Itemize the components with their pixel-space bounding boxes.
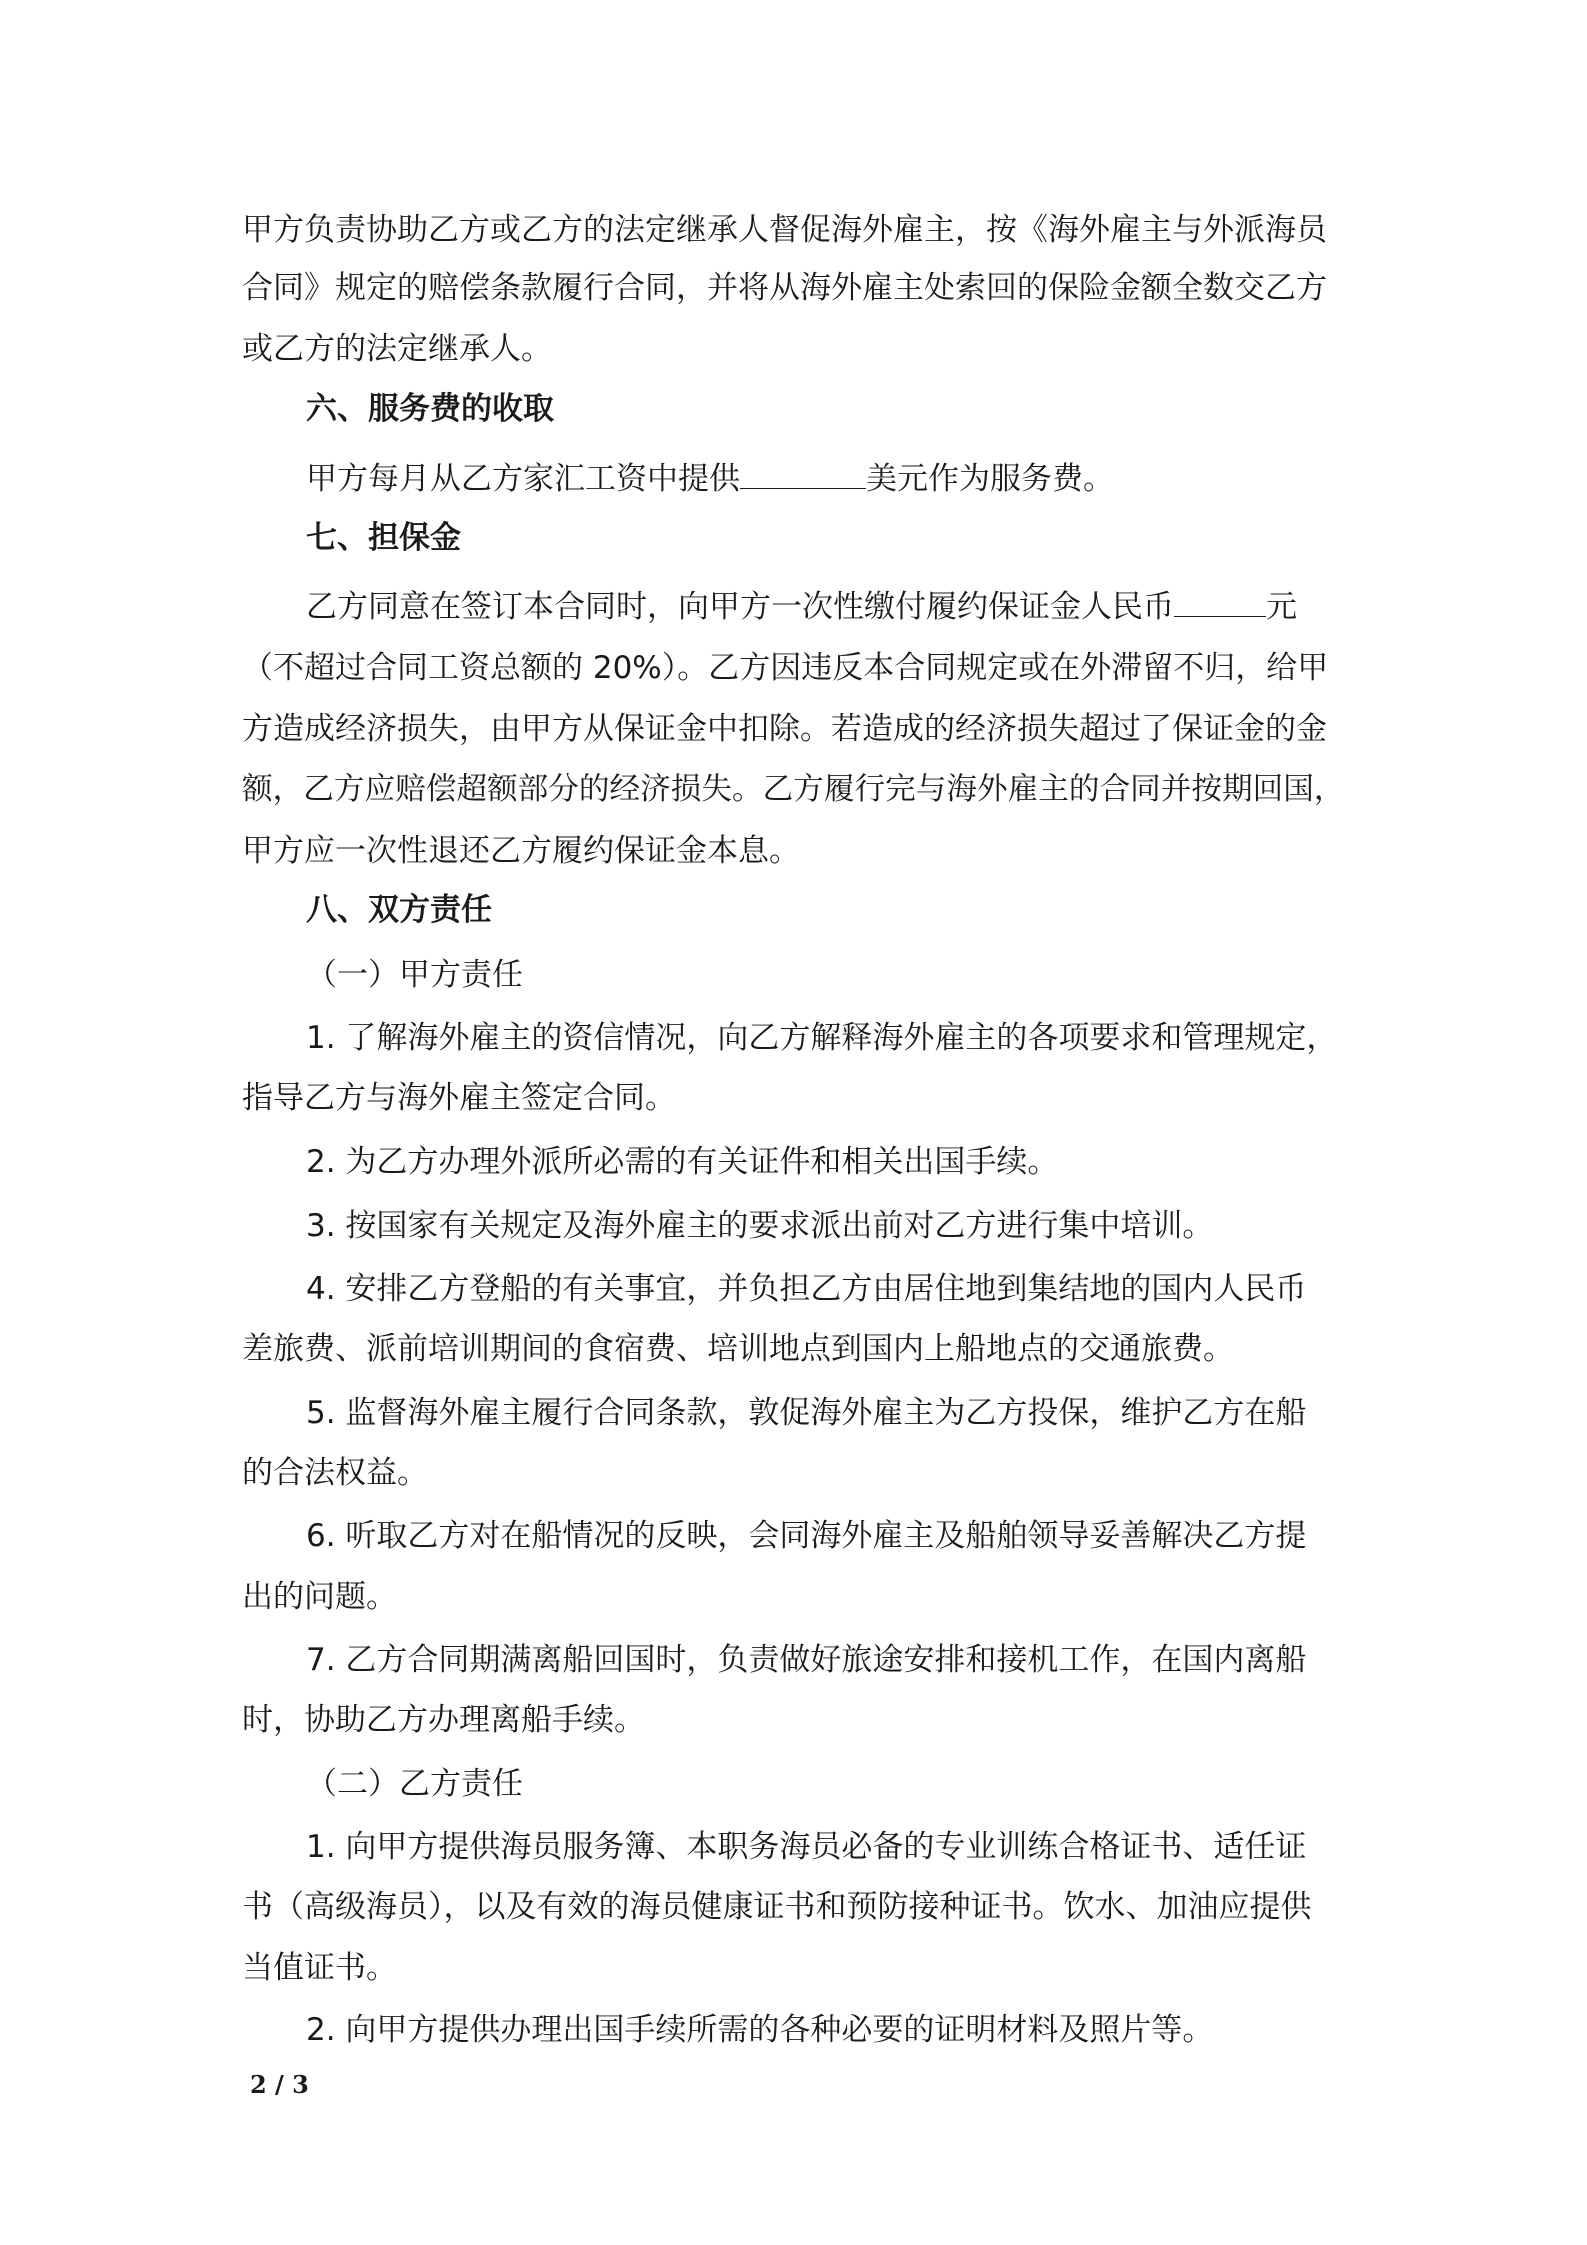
paragraph-line: 差旅费、派前培训期间的食宿费、培训地点到国内上船地点的交通旅费。 [242, 1331, 1234, 1367]
paragraph-line: 3. 按国家有关规定及海外雇主的要求派出前对乙方进行集中培训。 [306, 1208, 1214, 1244]
paragraph-line: 合同》规定的赔偿条款履行合同，并将从海外雇主处索回的保险金额全数交乙方 [242, 270, 1327, 306]
paragraph-line: （不超过合同工资总额的 20%）。乙方因违反本合同规定或在外滞留不归，给甲 [242, 650, 1329, 686]
paragraph-line: 方造成经济损失，由甲方从保证金中扣除。若造成的经济损失超过了保证金的金 [242, 711, 1327, 747]
paragraph-line: 7. 乙方合同期满离船回国时，负责做好旅途安排和接机工作，在国内离船 [306, 1642, 1307, 1678]
text-before-blank: 乙方同意在签订本合同时，向甲方一次性缴付履约保证金人民币 [306, 589, 1174, 625]
paragraph-line: 6. 听取乙方对在船情况的反映，会同海外雇主及船舶领导妥善解决乙方提 [306, 1518, 1307, 1554]
paragraph-line: 2. 向甲方提供办理出国手续所需的各种必要的证明材料及照片等。 [306, 2012, 1214, 2048]
paragraph-line: 1. 向甲方提供海员服务簿、本职务海员必备的专业训练合格证书、适任证 [306, 1829, 1307, 1865]
paragraph-line: 1. 了解海外雇主的资信情况，向乙方解释海外雇主的各项要求和管理规定， [306, 1020, 1338, 1056]
paragraph-line: 甲方应一次性退还乙方履约保证金本息。 [242, 833, 800, 869]
page-number: 2 / 3 [250, 2070, 309, 2099]
paragraph-line [306, 458, 1114, 499]
text-after-blank: 元 [1266, 589, 1297, 625]
paragraph-line: 5. 监督海外雇主履行合同条款，敦促海外雇主为乙方投保，维护乙方在船 [306, 1395, 1307, 1431]
paragraph-line: 指导乙方与海外雇主签定合同。 [242, 1080, 676, 1116]
paragraph-line: 当值证书。 [242, 1950, 397, 1986]
subsection-heading: （二）乙方责任 [306, 1766, 523, 1802]
paragraph-line: 书（高级海员），以及有效的海员健康证书和预防接种证书。饮水、加油应提供 [242, 1889, 1312, 1925]
subsection-heading: （一）甲方责任 [306, 957, 523, 993]
paragraph-line: 或乙方的法定继承人。 [242, 331, 552, 367]
section-heading: 八、双方责任 [306, 892, 492, 928]
paragraph-line: 额，乙方应赔偿超额部分的经济损失。乙方履行完与海外雇主的合同并按期回国， [242, 772, 1345, 807]
paragraph-line: 的合法权益。 [242, 1455, 428, 1491]
paragraph-line [306, 586, 1297, 627]
section-heading: 六、服务费的收取 [306, 391, 554, 427]
section-heading: 七、担保金 [306, 520, 461, 556]
fill-in-blank [740, 458, 866, 489]
paragraph-line: 4. 安排乙方登船的有关事宜，并负担乙方由居住地到集结地的国内人民币 [306, 1271, 1307, 1307]
text-after-blank: 美元作为服务费。 [866, 461, 1114, 497]
text-before-blank: 甲方每月从乙方家汇工资中提供 [306, 461, 740, 497]
paragraph-line: 出的问题。 [242, 1579, 397, 1615]
fill-in-blank [1174, 586, 1266, 617]
paragraph-line: 甲方负责协助乙方或乙方的法定继承人督促海外雇主，按《海外雇主与外派海员 [242, 212, 1327, 248]
paragraph-line: 时，协助乙方办理离船手续。 [242, 1702, 645, 1738]
paragraph-line: 2. 为乙方办理外派所必需的有关证件和相关出国手续。 [306, 1144, 1059, 1180]
